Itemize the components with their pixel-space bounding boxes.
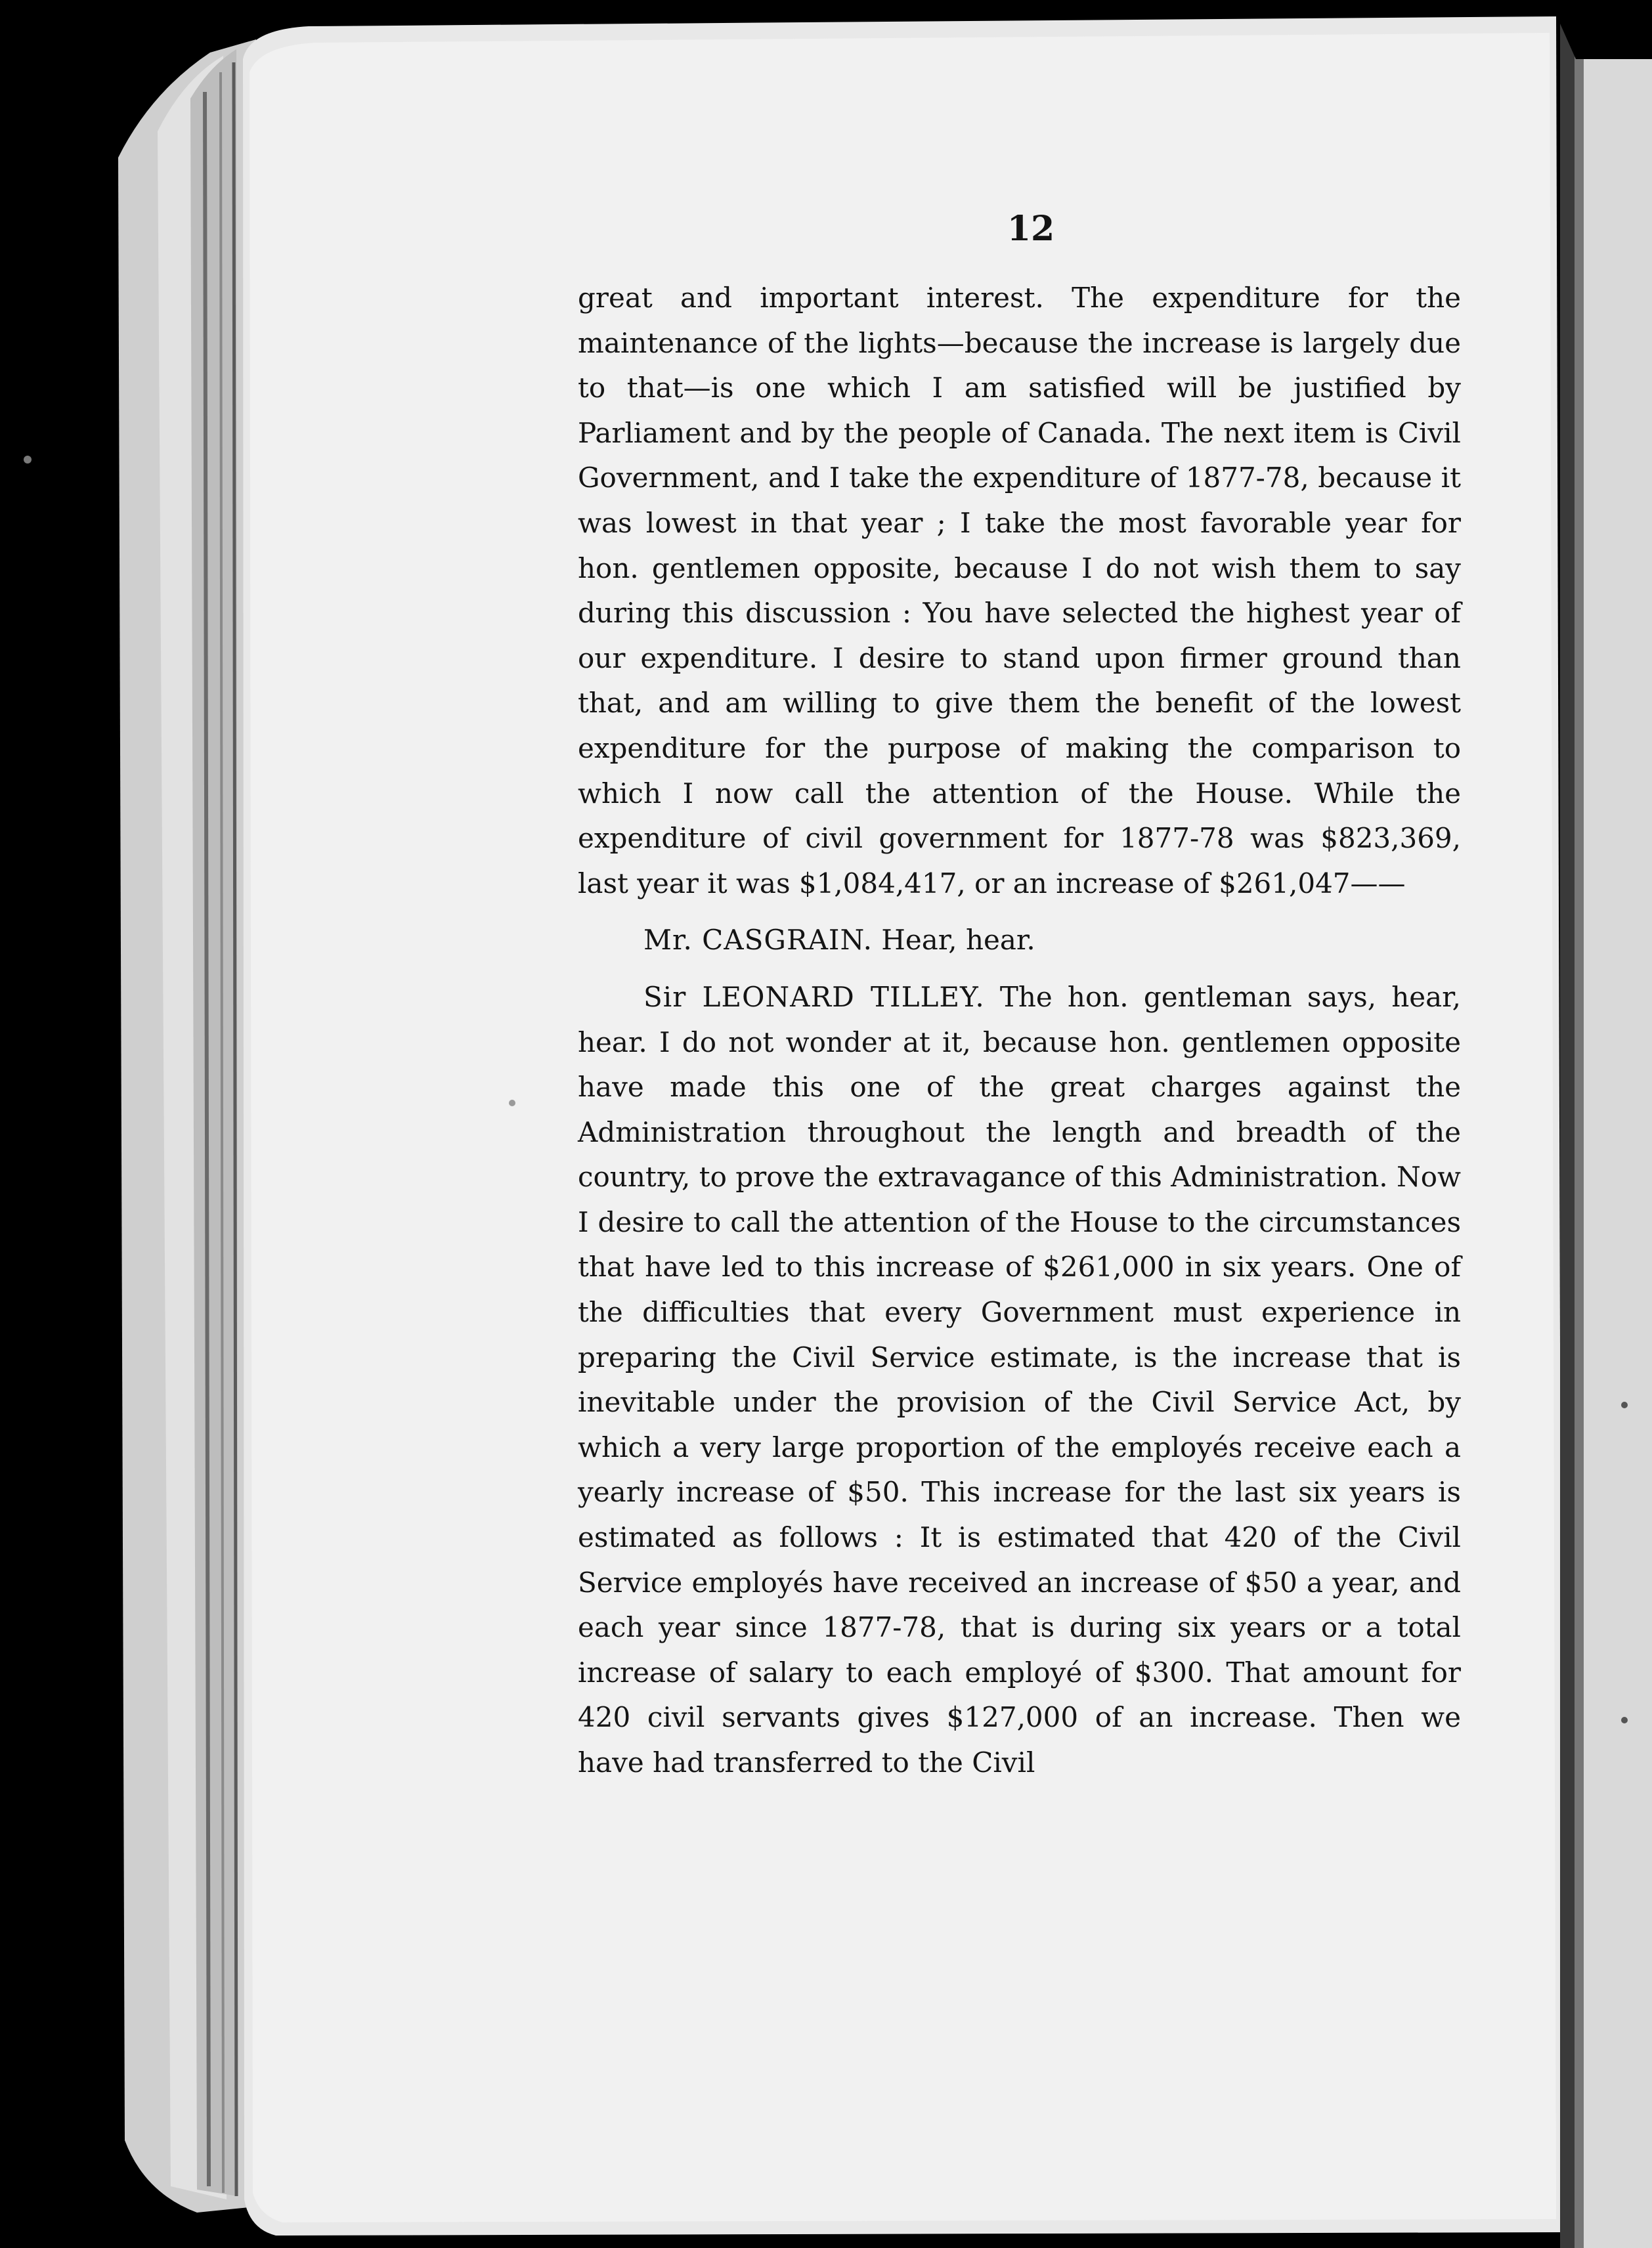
- speaker-name: Mr. CASGRAIN.: [643, 924, 873, 957]
- page-text-body: [578, 276, 1461, 1786]
- page-number: 12: [1007, 209, 1055, 249]
- paragraph-casgrain: [578, 918, 1461, 963]
- paragraph-continuation: [578, 276, 1461, 906]
- paragraph-text: Hear, hear.: [881, 924, 1035, 957]
- paragraph-tilley: [578, 975, 1461, 1786]
- paragraph-text: great and important interest. The expenditure for the maintenance of the lights—because the increase is largely due to that—is one which I am satisfied will be justified by Parliament and by the people of Canada. The next item is Civil Government, and I take the expenditure of 1877-78, because it was lowest in that year ; I take the most favorable year for hon. gentlemen opposite, because I do not wish them to say during this discussion : You have selected the highest year of our expenditure. I desire to stand upon firmer ground than that, and am willing to give them the benefit of the lowest expenditure for the purpose of making the comparison to which I now call the attention of the House. While the expenditure of civil government for 1877-78 was $823,369, last year it was $1,084,417, or an increase of $261,047——: [578, 282, 1461, 899]
- paragraph-text: The hon. gentleman says, hear, hear. I do not wonder at it, because hon. gentlemen opposite have made this one of the great charges against the Administration throughout the length and breadth of the country, to prove the extravagance of this Administration. Now I desire to call the attention of the House to the circumstances that have led to this increase of $261,000 in six years. One of the difficulties that every Government must experience in preparing the Civil Service estimate, is the increase that is inevitable under the provision of the Civil Service Act, by which a very large proportion of the employés receive each a yearly increase of $50. This increase for the last six years is estimated as follows : It is estimated that 420 of the Civil Service employés have received an increase of $50 a year, and each year since 1877-78, that is during six years or a total increase of salary to each employé of $300. That amount for 420 civil servants gives $127,000 of an increase. Then we have had transferred to the Civil: [578, 980, 1461, 1779]
- speaker-name: Sir LEONARD TILLEY.: [643, 980, 985, 1013]
